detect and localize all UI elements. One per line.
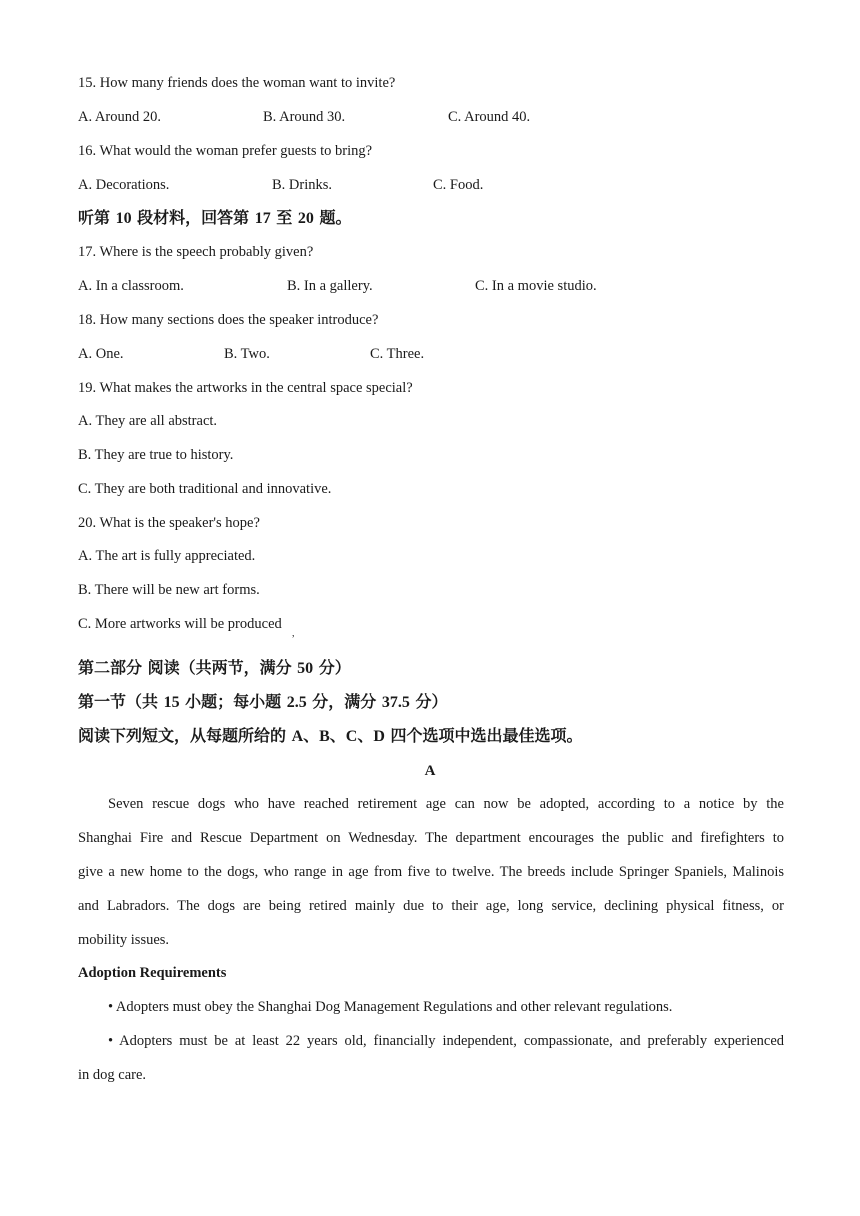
- paragraph-line: in dog care.: [78, 1067, 147, 1083]
- option-a: A. In a classroom.: [78, 278, 184, 294]
- paragraph-line: • Adopters must be at least 22 years old, financially independent, compassionate, and preferably experienced: [108, 1033, 784, 1049]
- option-a: A. They are all abstract.: [78, 413, 218, 429]
- option-b: B. Around 30.: [263, 109, 346, 125]
- section-header: 听第 10 段材料，回答第 17 至 20 题。: [78, 208, 352, 227]
- question-stem: 15. How many friends does the woman want to invite?: [78, 75, 396, 91]
- paragraph-line: Shanghai Fire and Rescue Department on Wednesday. The department encourages the public and firefighters to: [78, 830, 784, 846]
- part-title: 第二部分 阅读（共两节，满分 50 分）: [78, 658, 351, 677]
- question-stem: 19. What makes the artworks in the central space special?: [78, 380, 413, 396]
- question-stem: 16. What would the woman prefer guests to bring?: [78, 143, 373, 159]
- passage-label: A: [424, 763, 436, 779]
- option-c: C. Around 40.: [448, 109, 531, 125]
- option-b: B. In a gallery.: [287, 278, 373, 294]
- option-c: C. They are both traditional and innovative.: [78, 481, 332, 497]
- option-c: C. Three.: [370, 346, 425, 362]
- section-title: 第一节（共 15 小题；每小题 2.5 分，满分 37.5 分）: [78, 692, 448, 711]
- passage-paragraph: [78, 787, 784, 957]
- option-b: B. Drinks.: [272, 177, 333, 193]
- paragraph-line: mobility issues.: [78, 932, 170, 948]
- option-b: B. They are true to history.: [78, 447, 234, 463]
- paragraph-line: and Labradors. The dogs are being retired mainly due to their age, long service, declining physical fitness, or: [78, 898, 784, 914]
- bullet-item: [78, 1024, 784, 1092]
- paragraph-line: Seven rescue dogs who have reached retirement age can now be adopted, according to a notice by the: [108, 796, 784, 812]
- question-stem: 20. What is the speaker's hope?: [78, 515, 260, 531]
- instruction: 阅读下列短文，从每题所给的 A、B、C、D 四个选项中选出最佳选项。: [78, 726, 583, 745]
- option-a: A. One.: [78, 346, 124, 362]
- subheading: Adoption Requirements: [78, 965, 227, 981]
- option-a: A. The art is fully appreciated.: [78, 548, 256, 564]
- paragraph-line: give a new home to the dogs, who range in age from five to twelve. The breeds include Springer Spaniels, Malinois: [78, 864, 784, 880]
- option-c: C. In a movie studio.: [475, 278, 597, 294]
- option-a: A. Decorations.: [78, 177, 170, 193]
- stray-mark: ,: [292, 628, 295, 639]
- paragraph-line: • Adopters must obey the Shanghai Dog Management Regulations and other relevant regulations.: [108, 999, 673, 1015]
- option-b: B. There will be new art forms.: [78, 582, 260, 598]
- option-a: A. Around 20.: [78, 109, 161, 125]
- question-stem: 17. Where is the speech probably given?: [78, 244, 314, 260]
- option-b: B. Two.: [224, 346, 270, 362]
- option-c: C. More artworks will be produced: [78, 616, 282, 632]
- option-c: C. Food.: [433, 177, 484, 193]
- question-stem: 18. How many sections does the speaker introduce?: [78, 312, 379, 328]
- bullet-item: [78, 990, 784, 1024]
